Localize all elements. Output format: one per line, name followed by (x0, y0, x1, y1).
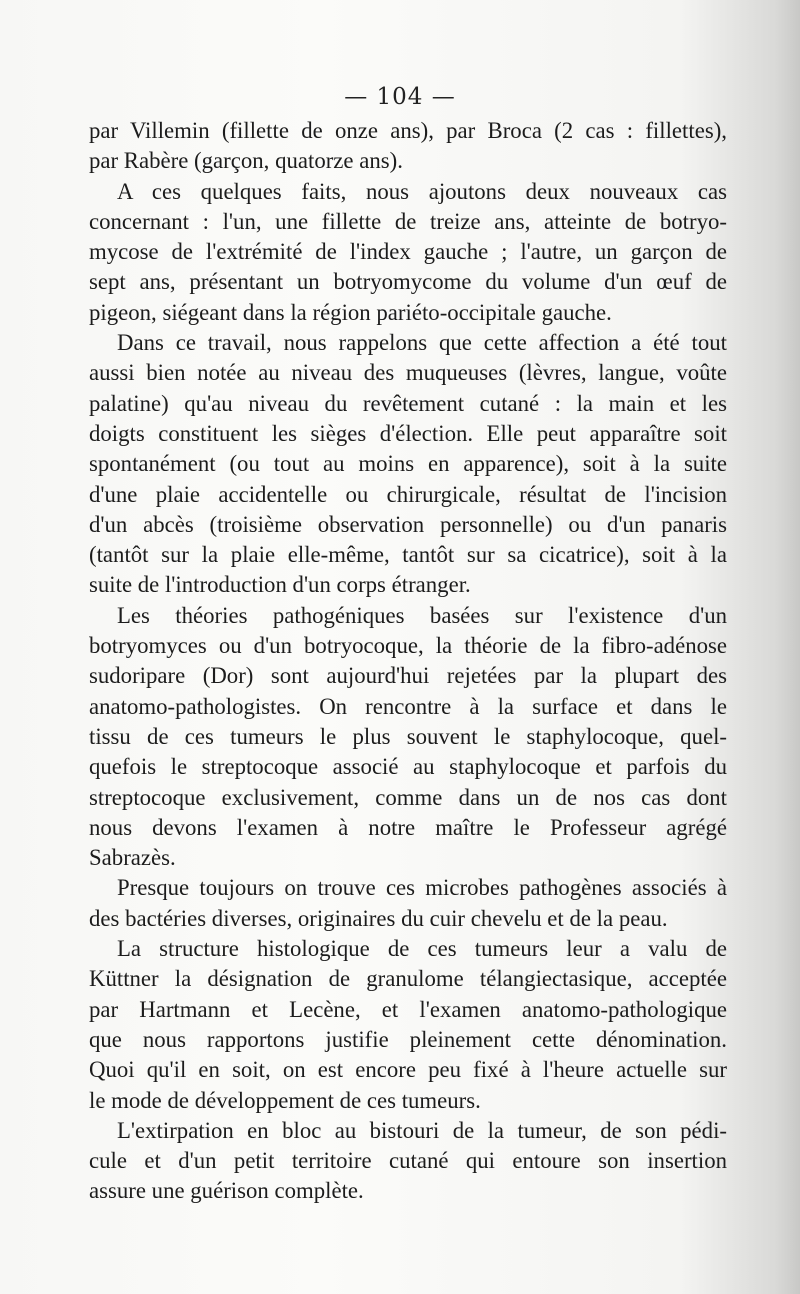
text-line: d'une plaie accidentelle ou chirurgicale, résultat de l'incision (89, 481, 727, 507)
text-line: d'un abcès (troisième observation personnelle) ou d'un panaris (89, 511, 727, 537)
text-line: des bactéries diverses, originaires du cuir chevelu et de la peau. (89, 905, 668, 931)
text-line: Dans ce travail, nous rappelons que cette affection a été tout (117, 330, 727, 356)
paragraph (89, 601, 727, 874)
text-line: suite de l'introduction d'un corps étranger. (89, 572, 471, 598)
text-line: par Hartmann et Lecène, et l'examen anatomo-pathologique (89, 996, 727, 1022)
text-line: par Rabère (garçon, quatorze ans). (89, 148, 403, 174)
text-line: cule et d'un petit territoire cutané qui entoure son insertion (89, 1148, 727, 1174)
paragraph (89, 116, 727, 177)
text-line: botryomyces ou d'un botryocoque, la théorie de la fibro-adénose (89, 633, 727, 659)
text-line: La structure histologique de ces tumeurs leur a valu de (117, 936, 727, 962)
text-line: le mode de développement de ces tumeurs. (89, 1087, 481, 1113)
text-line: A ces quelques faits, nous ajoutons deux nouveaux cas (117, 178, 727, 204)
text-line: par Villemin (fillette de onze ans), par Broca (2 cas : fillettes), (89, 118, 727, 143)
text-line: Quoi qu'il en soit, on est encore peu fixé à l'heure actuelle sur (89, 1057, 727, 1083)
text-line: anatomo-pathologistes. On rencontre à la surface et dans le (89, 693, 727, 719)
page-number: — 104 — (344, 84, 456, 110)
text-line: sept ans, présentant un botryomycome du volume d'un œuf de (89, 269, 727, 295)
text-line: concernant : l'un, une fillette de treize ans, atteinte de botryo- (89, 208, 727, 234)
text-line: nous devons l'examen à notre maître le Professeur agrégé (89, 814, 727, 840)
text-line: doigts constituent les sièges d'élection. Elle peut apparaître soit (89, 420, 727, 446)
text-line: streptocoque exclusivement, comme dans un de nos cas dont (89, 784, 727, 810)
text-line: quefois le streptocoque associé au staphylocoque et parfois du (89, 754, 727, 780)
text-line: palatine) qu'au niveau du revêtement cutané : la main et les (89, 390, 727, 416)
text-line: spontanément (ou tout au moins en apparence), soit à la suite (89, 451, 727, 477)
text-line: tissu de ces tumeurs le plus souvent le staphylocoque, quel- (89, 723, 727, 749)
text-line: assure une guérison complète. (89, 1178, 364, 1204)
text-line: Les théories pathogéniques basées sur l'existence d'un (117, 602, 727, 628)
text-line: pigeon, siégeant dans la région pariéto-occipitale gauche. (89, 299, 612, 325)
paragraph (89, 177, 727, 328)
paragraph (89, 1116, 727, 1207)
paragraph (89, 328, 727, 601)
text-line: aussi bien notée au niveau des muqueuses (lèvres, langue, voûte (89, 360, 727, 386)
text-line: mycose de l'extrémité de l'index gauche ; l'autre, un garçon de (89, 239, 727, 265)
text-line: (tantôt sur la plaie elle-même, tantôt sur sa cicatrice), soit à la (89, 542, 727, 568)
text-line: Sabrazès. (89, 845, 176, 871)
paragraph (89, 934, 727, 1116)
text-line: Presque toujours on trouve ces microbes pathogènes associés à (117, 875, 727, 901)
text-line: Küttner la désignation de granulome télangiectasique, acceptée (89, 966, 727, 992)
paragraph (89, 873, 727, 934)
text-line: L'extirpation en bloc au bistouri de la tumeur, de son pédi- (117, 1117, 727, 1143)
body-text (89, 116, 727, 1207)
text-line: sudoripare (Dor) sont aujourd'hui rejetées par la plupart des (89, 663, 727, 689)
text-line: que nous rapportons justifie pleinement cette dénomination. (89, 1026, 727, 1052)
